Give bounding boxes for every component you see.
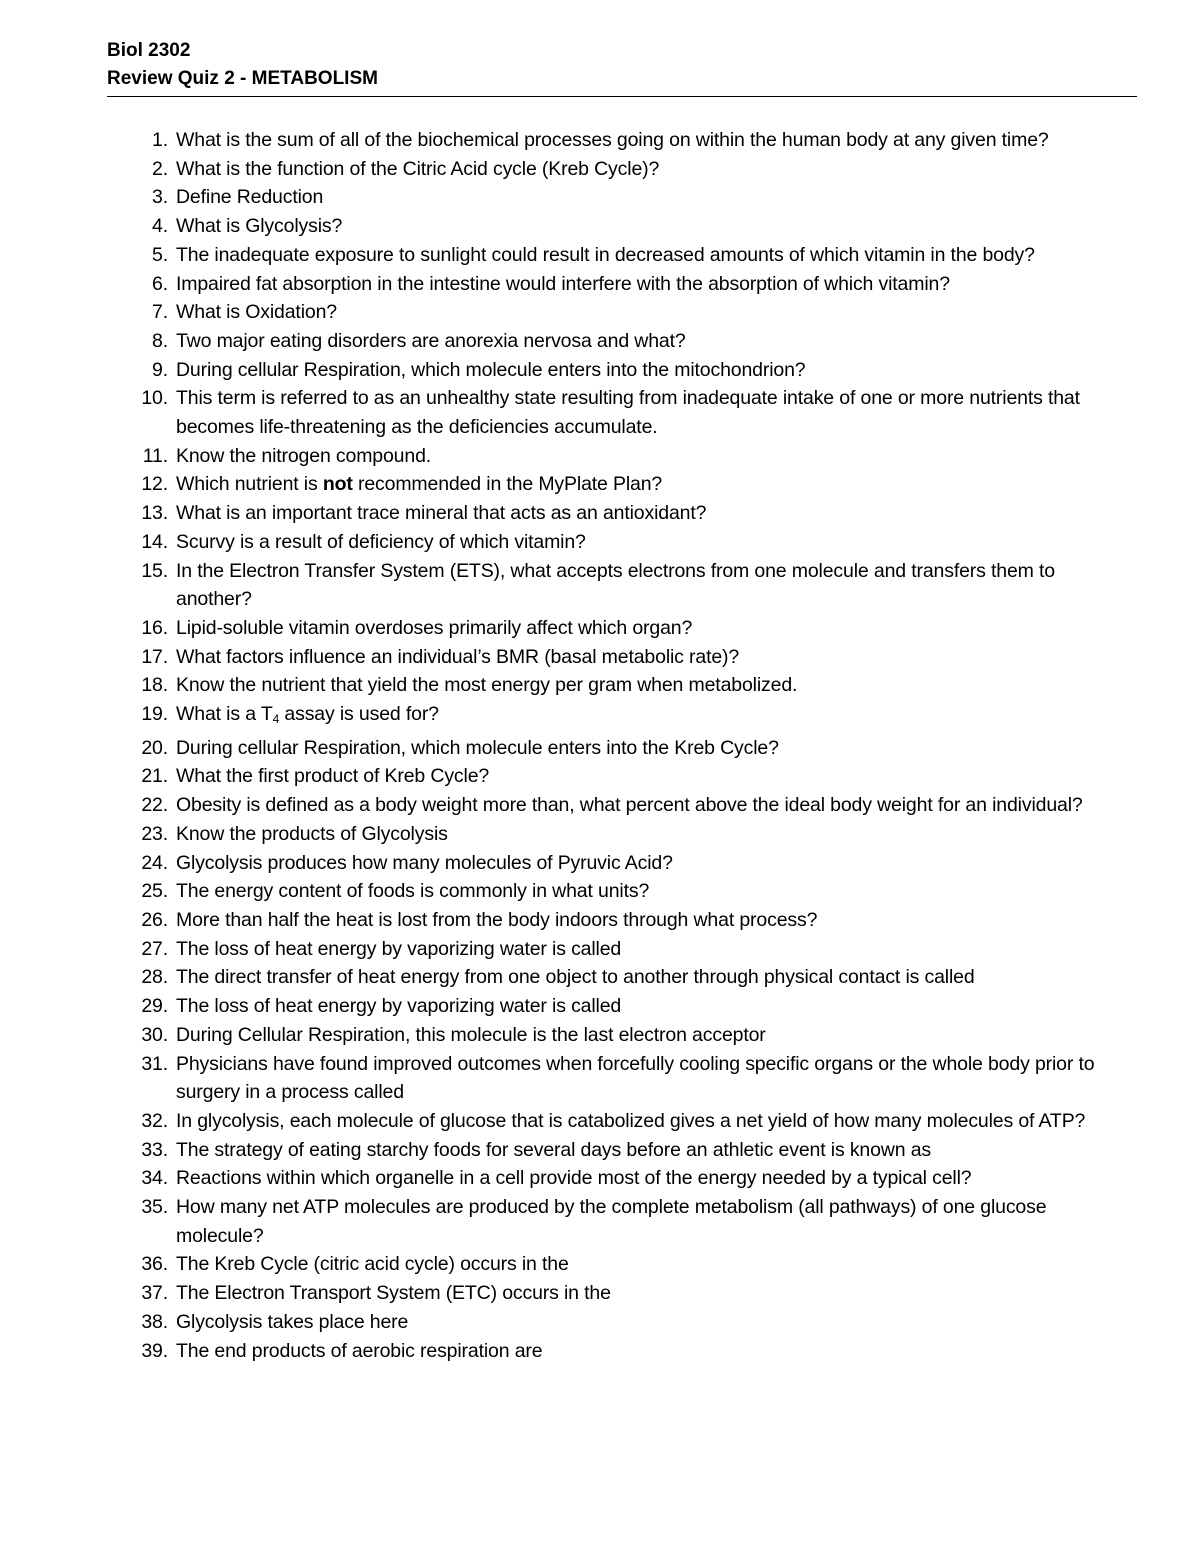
question-text: The loss of heat energy by vaporizing water is called [176, 995, 622, 1018]
question-item [0, 1164, 1116, 1193]
question-text: During cellular Respiration, which molecule enters into the Kreb Cycle? [176, 736, 779, 759]
question-number: 32. [141, 1109, 168, 1132]
question-item [0, 327, 1116, 356]
question-number: 21. [141, 765, 168, 788]
question-number: 10. [141, 387, 168, 410]
question-text: Lipid-soluble vitamin overdoses primarily affect which organ? [176, 616, 693, 639]
question-item [0, 442, 1116, 471]
question-item [0, 1193, 1116, 1250]
question-text: What is the sum of all of the biochemical processes going on within the human body at any given time? [176, 129, 1049, 151]
question-text: What is Glycolysis? [176, 215, 343, 238]
question-item [0, 734, 1116, 763]
question-item [0, 877, 1116, 906]
course-code: Biol 2302 [107, 40, 191, 61]
question-text: What the first product of Kreb Cycle? [176, 765, 490, 788]
question-number: 9. [152, 358, 168, 381]
question-item [0, 1107, 1116, 1136]
question-subscript: 4 [272, 712, 280, 727]
question-item [0, 643, 1116, 672]
question-number: 2. [152, 157, 168, 180]
question-text: What factors influence an individual’s BMR (basal metabolic rate)? [176, 645, 740, 668]
question-text: This term is referred to as an unhealthy state resulting from inadequate intake of one or more nutrients that becomes life-threatening as the deficiencies accumulate. [176, 387, 1080, 439]
question-number: 30. [141, 1023, 168, 1046]
question-text: Obesity is defined as a body weight more than, what percent above the ideal body weight for an individual? [176, 794, 1083, 817]
question-item [0, 270, 1116, 299]
question-number: 13. [141, 502, 168, 525]
question-number: 17. [141, 645, 168, 668]
question-text: In the Electron Transfer System (ETS), what accepts electrons from one molecule and transfers them to another? [176, 559, 1055, 611]
question-item [0, 671, 1116, 700]
question-text: How many net ATP molecules are produced by the complete metabolism (all pathways) of one glucose molecule? [176, 1196, 1047, 1247]
question-item [0, 528, 1116, 557]
question-number: 12. [141, 473, 168, 496]
question-item [0, 614, 1116, 643]
question-text: The loss of heat energy by vaporizing water is called [176, 937, 622, 960]
question-number: 8. [152, 329, 168, 352]
question-item [0, 762, 1116, 791]
question-number: 39. [141, 1339, 168, 1362]
question-item [0, 1050, 1116, 1107]
question-list [0, 126, 1116, 1365]
question-text: Glycolysis takes place here [176, 1310, 409, 1333]
question-number: 33. [141, 1138, 168, 1161]
question-text: More than half the heat is lost from the body indoors through what process? [176, 908, 818, 931]
question-text: Glycolysis produces how many molecules of Pyruvic Acid? [176, 851, 673, 874]
question-item [0, 791, 1116, 820]
question-text-part: assay is used for? [279, 703, 439, 726]
question-text: In glycolysis, each molecule of glucose that is catabolized gives a net yield of how many molecules of ATP? [176, 1109, 1086, 1132]
question-number: 26. [141, 908, 168, 931]
question-number: 7. [152, 301, 168, 324]
question-number: 38. [141, 1310, 168, 1333]
question-number: 31. [141, 1052, 168, 1075]
question-text-part: What is a T [176, 703, 273, 726]
question-emphasis: not [322, 473, 353, 496]
question-text: The strategy of eating starchy foods for several days before an athletic event is known as [176, 1138, 931, 1161]
question-item [0, 557, 1116, 614]
question-number: 37. [141, 1282, 168, 1305]
question-item [0, 212, 1116, 241]
question-number: 25. [141, 880, 168, 903]
question-number: 29. [141, 995, 168, 1018]
question-item [0, 1337, 1116, 1366]
question-item [0, 1308, 1116, 1337]
question-text [176, 703, 439, 725]
question-number: 3. [152, 186, 168, 209]
question-item [0, 356, 1116, 385]
question-number: 24. [141, 851, 168, 874]
question-number: 19. [141, 703, 168, 726]
question-number: 1. [152, 129, 168, 151]
question-item [0, 384, 1116, 441]
question-number: 20. [141, 736, 168, 759]
question-number: 35. [141, 1196, 168, 1219]
question-number: 23. [141, 822, 168, 845]
question-number: 27. [141, 937, 168, 960]
question-text: Know the products of Glycolysis [176, 822, 448, 845]
question-text-part: Which nutrient is [176, 473, 323, 496]
question-text: The Kreb Cycle (citric acid cycle) occurs in the [176, 1253, 569, 1276]
question-text: The direct transfer of heat energy from one object to another through physical contact is called [176, 966, 975, 989]
question-text: Impaired fat absorption in the intestine would interfere with the absorption of which vitamin? [176, 272, 950, 295]
question-item [0, 963, 1116, 992]
question-text: The inadequate exposure to sunlight could result in decreased amounts of which vitamin in the body? [176, 243, 1035, 266]
question-text: Physicians have found improved outcomes when forcefully cooling specific organs or the whole body prior to surgery in a process called [176, 1052, 1095, 1104]
question-text: What is an important trace mineral that acts as an antioxidant? [176, 502, 707, 525]
question-number: 36. [141, 1253, 168, 1276]
question-number: 34. [141, 1167, 168, 1190]
question-number: 6. [152, 272, 168, 295]
question-item [0, 183, 1116, 212]
question-text: The end products of aerobic respiration are [176, 1339, 543, 1362]
question-text: During Cellular Respiration, this molecule is the last electron acceptor [176, 1023, 766, 1046]
question-text: Reactions within which organelle in a cell provide most of the energy needed by a typical cell? [176, 1167, 972, 1190]
question-number: 18. [141, 674, 168, 697]
question-number: 22. [141, 794, 168, 817]
question-item [0, 992, 1116, 1021]
question-text: Know the nutrient that yield the most energy per gram when metabolized. [176, 674, 798, 697]
question-text: What is the function of the Citric Acid cycle (Kreb Cycle)? [176, 157, 660, 180]
question-item [0, 906, 1116, 935]
question-number: 16. [141, 616, 168, 639]
question-text: Two major eating disorders are anorexia nervosa and what? [176, 329, 686, 352]
question-item [0, 820, 1116, 849]
document-title: Review Quiz 2 - METABOLISM [107, 68, 378, 89]
question-number: 5. [152, 243, 168, 266]
document-header [107, 37, 1137, 93]
question-item [0, 241, 1116, 270]
question-item [0, 849, 1116, 878]
question-text [176, 473, 662, 495]
question-text: Know the nitrogen compound. [176, 444, 432, 467]
question-text: Scurvy is a result of deficiency of which vitamin? [176, 530, 586, 553]
question-item [0, 499, 1116, 528]
question-text: The Electron Transport System (ETC) occurs in the [176, 1282, 611, 1305]
question-number: 28. [141, 966, 168, 989]
question-item [0, 1250, 1116, 1279]
question-item [0, 1279, 1116, 1308]
question-text: During cellular Respiration, which molecule enters into the mitochondrion? [176, 358, 806, 381]
question-text: Define Reduction [176, 186, 324, 209]
question-number: 15. [141, 559, 168, 582]
question-text: What is Oxidation? [176, 301, 337, 324]
question-item [0, 126, 1116, 155]
question-item [0, 155, 1116, 184]
question-number: 11. [142, 444, 168, 467]
question-item [0, 298, 1116, 327]
question-item [0, 1021, 1116, 1050]
question-number: 14. [141, 530, 168, 553]
question-text: The energy content of foods is commonly in what units? [176, 880, 650, 903]
question-item [0, 470, 1116, 499]
question-text-part: recommended in the MyPlate Plan? [352, 473, 663, 496]
header-divider [107, 96, 1137, 97]
question-item [0, 700, 1116, 734]
question-number: 4. [152, 215, 168, 238]
question-item [0, 1136, 1116, 1165]
question-item [0, 935, 1116, 964]
